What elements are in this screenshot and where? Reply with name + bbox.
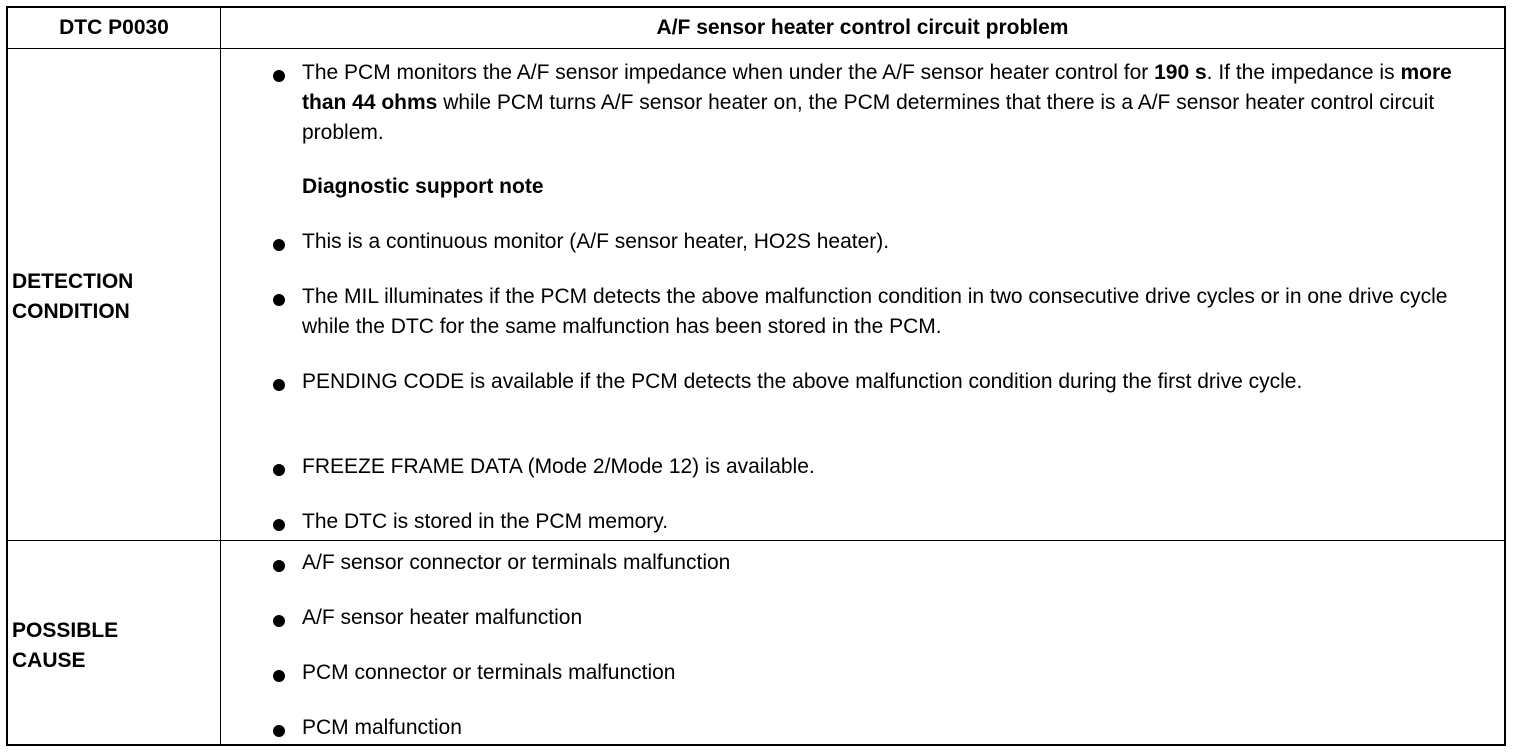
detection-label-line2: CONDITION <box>12 300 130 323</box>
possible-cause-label-line2: CAUSE <box>12 649 86 672</box>
detection-main-text <box>302 58 1487 148</box>
note-item: PENDING CODE is available if the PCM detects the above malfunction condition during the first drive cycle. <box>302 370 1303 393</box>
cause-item: PCM malfunction <box>302 716 462 739</box>
bullet-icon <box>273 70 285 82</box>
main-text-part1: The PCM monitors the A/F sensor impedance when under the A/F sensor heater control for <box>302 61 1155 84</box>
impedance-threshold: more than 44 ohms <box>302 61 1452 114</box>
bullet-icon <box>273 239 285 251</box>
bullet-icon <box>273 560 285 572</box>
detection-label-line1: DETECTION <box>12 270 134 293</box>
note-item: The DTC is stored in the PCM memory. <box>302 510 669 533</box>
main-text-part3: while PCM turns A/F sensor heater on, the PCM determines that there is a A/F sensor heater control circuit problem. <box>302 91 1435 144</box>
column-divider <box>220 8 221 744</box>
section-divider <box>8 540 1504 541</box>
cause-item: PCM connector or terminals malfunction <box>302 661 676 684</box>
cause-item: A/F sensor connector or terminals malfunction <box>302 551 731 574</box>
dtc-code: DTC P0030 <box>59 16 169 39</box>
possible-cause-label-line1: POSSIBLE <box>12 619 119 642</box>
dtc-table <box>6 6 1506 746</box>
bullet-icon <box>273 519 285 531</box>
bullet-icon <box>273 379 285 391</box>
bullet-icon <box>273 464 285 476</box>
bullet-icon <box>273 294 285 306</box>
bullet-icon <box>273 615 285 627</box>
detection-condition-label <box>12 267 217 327</box>
note-item: FREEZE FRAME DATA (Mode 2/Mode 12) is available. <box>302 455 815 478</box>
diagnostic-support-note-title: Diagnostic support note <box>302 175 544 198</box>
cause-item: A/F sensor heater malfunction <box>302 606 583 629</box>
bullet-icon <box>273 670 285 682</box>
possible-cause-label <box>12 616 217 676</box>
note-item: The MIL illuminates if the PCM detects the above malfunction condition in two consecutive drive cycles or in one drive cycle while the DTC for the same malfunction has been stored in the PCM. <box>302 285 1448 338</box>
monitor-time: 190 s <box>1154 61 1207 84</box>
bullet-icon <box>273 725 285 737</box>
main-text-part2: . If the impedance is <box>1206 61 1401 84</box>
dtc-title: A/F sensor heater control circuit problem <box>656 16 1069 39</box>
note-item: This is a continuous monitor (A/F sensor heater, HO2S heater). <box>302 230 890 253</box>
header-divider <box>8 48 1504 49</box>
